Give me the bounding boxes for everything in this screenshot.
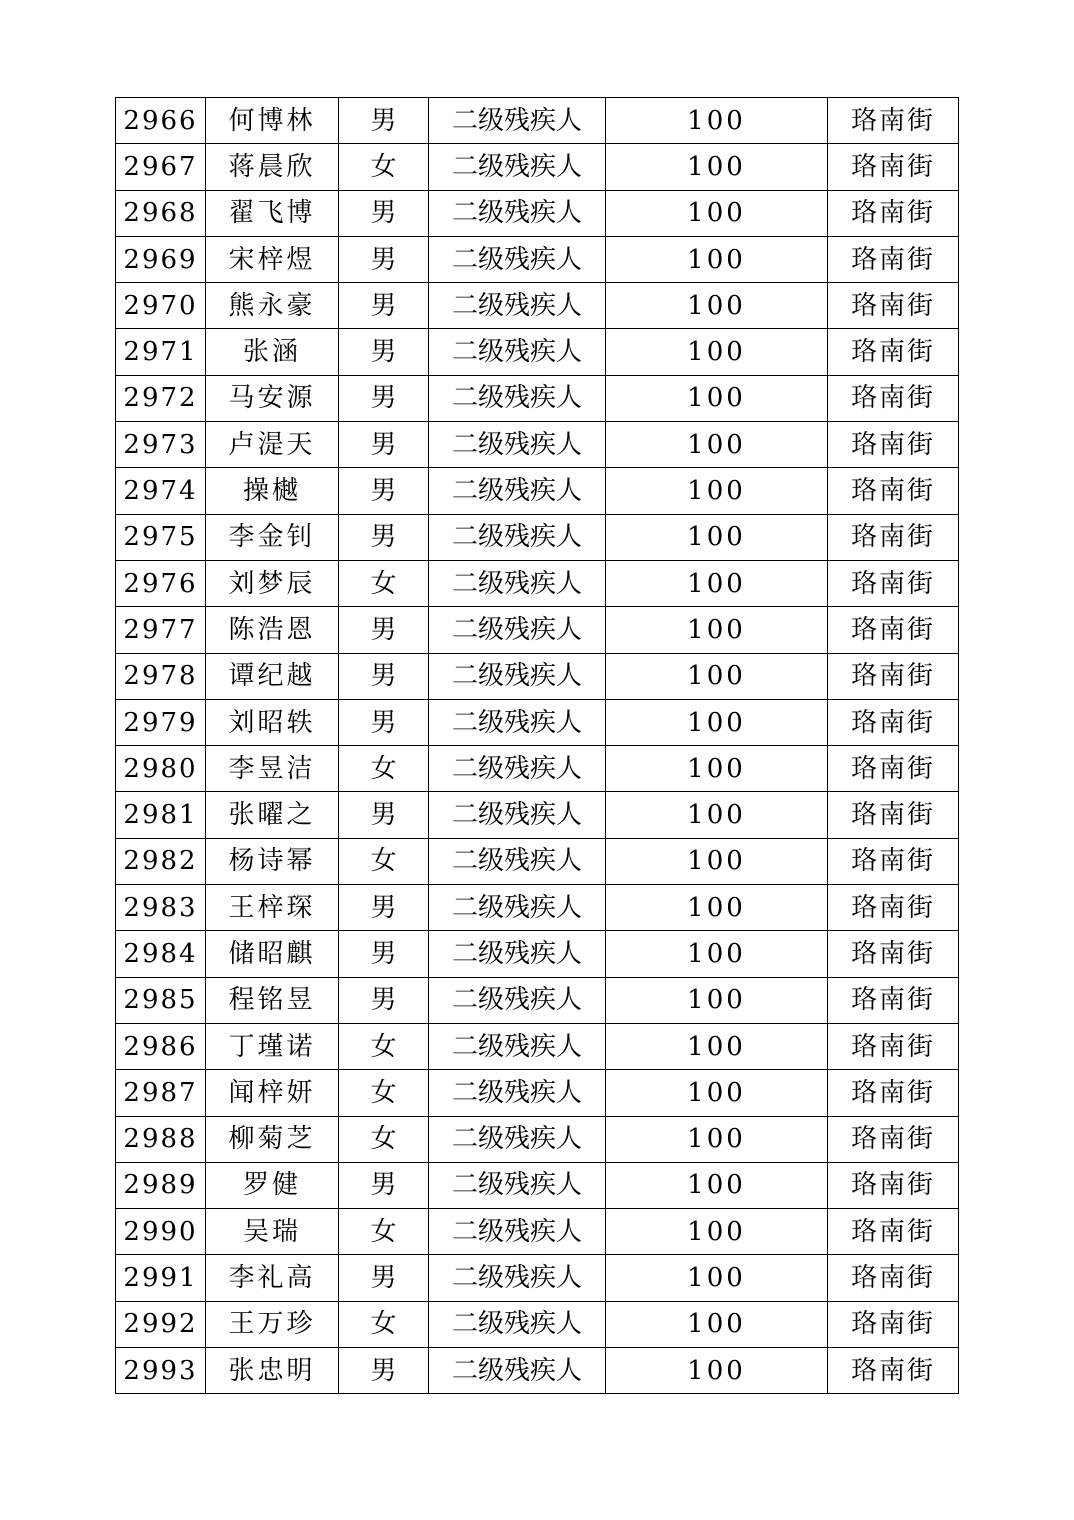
cell-name: 王万珍 — [206, 1301, 339, 1347]
cell-street: 珞南街 — [828, 514, 959, 560]
cell-name: 储昭麒 — [206, 931, 339, 977]
table-row — [116, 699, 959, 745]
cell-name: 张忠明 — [206, 1348, 339, 1394]
cell-category: 二级残疾人 — [429, 1348, 606, 1394]
cell-name: 刘昭轶 — [206, 699, 339, 745]
table-row — [116, 977, 959, 1023]
cell-street: 珞南街 — [828, 607, 959, 653]
cell-amount: 100 — [606, 236, 828, 282]
cell-category: 二级残疾人 — [429, 560, 606, 606]
cell-street: 珞南街 — [828, 1348, 959, 1394]
table-row — [116, 236, 959, 282]
cell-gender: 女 — [339, 1209, 429, 1255]
cell-category: 二级残疾人 — [429, 468, 606, 514]
cell-name: 吴瑞 — [206, 1209, 339, 1255]
cell-amount: 100 — [606, 653, 828, 699]
cell-number: 2969 — [116, 236, 206, 282]
cell-gender: 女 — [339, 746, 429, 792]
cell-number: 2966 — [116, 98, 206, 144]
cell-street: 珞南街 — [828, 1116, 959, 1162]
cell-number: 2983 — [116, 885, 206, 931]
cell-street: 珞南街 — [828, 236, 959, 282]
cell-number: 2978 — [116, 653, 206, 699]
cell-amount: 100 — [606, 375, 828, 421]
cell-amount: 100 — [606, 1023, 828, 1069]
table-row — [116, 885, 959, 931]
cell-street: 珞南街 — [828, 699, 959, 745]
cell-amount: 100 — [606, 1301, 828, 1347]
cell-name: 张曜之 — [206, 792, 339, 838]
cell-number: 2967 — [116, 144, 206, 190]
cell-category: 二级残疾人 — [429, 329, 606, 375]
cell-category: 二级残疾人 — [429, 653, 606, 699]
cell-category: 二级残疾人 — [429, 98, 606, 144]
table-row — [116, 653, 959, 699]
table-row — [116, 98, 959, 144]
cell-number: 2988 — [116, 1116, 206, 1162]
table-row — [116, 746, 959, 792]
cell-name: 李礼高 — [206, 1255, 339, 1301]
cell-amount: 100 — [606, 468, 828, 514]
cell-name: 陈浩恩 — [206, 607, 339, 653]
table-row — [116, 560, 959, 606]
cell-street: 珞南街 — [828, 1209, 959, 1255]
cell-gender: 男 — [339, 98, 429, 144]
cell-street: 珞南街 — [828, 1301, 959, 1347]
cell-gender: 男 — [339, 977, 429, 1023]
cell-name: 宋梓煜 — [206, 236, 339, 282]
cell-name: 闻梓妍 — [206, 1070, 339, 1116]
cell-amount: 100 — [606, 931, 828, 977]
cell-gender: 男 — [339, 236, 429, 282]
cell-category: 二级残疾人 — [429, 931, 606, 977]
cell-name: 罗健 — [206, 1162, 339, 1208]
cell-category: 二级残疾人 — [429, 283, 606, 329]
cell-street: 珞南街 — [828, 329, 959, 375]
cell-name: 李金钊 — [206, 514, 339, 560]
table-row — [116, 190, 959, 236]
cell-number: 2984 — [116, 931, 206, 977]
cell-category: 二级残疾人 — [429, 375, 606, 421]
cell-number: 2989 — [116, 1162, 206, 1208]
cell-amount: 100 — [606, 746, 828, 792]
cell-street: 珞南街 — [828, 1070, 959, 1116]
cell-amount: 100 — [606, 977, 828, 1023]
cell-gender: 女 — [339, 838, 429, 884]
cell-name: 何博林 — [206, 98, 339, 144]
table-row — [116, 422, 959, 468]
cell-amount: 100 — [606, 329, 828, 375]
cell-name: 程铭昱 — [206, 977, 339, 1023]
cell-amount: 100 — [606, 560, 828, 606]
cell-category: 二级残疾人 — [429, 699, 606, 745]
cell-street: 珞南街 — [828, 98, 959, 144]
cell-amount: 100 — [606, 98, 828, 144]
cell-name: 丁瑾诺 — [206, 1023, 339, 1069]
cell-gender: 男 — [339, 699, 429, 745]
cell-category: 二级残疾人 — [429, 607, 606, 653]
cell-number: 2987 — [116, 1070, 206, 1116]
cell-gender: 女 — [339, 1023, 429, 1069]
cell-gender: 男 — [339, 329, 429, 375]
cell-amount: 100 — [606, 607, 828, 653]
cell-name: 柳菊芝 — [206, 1116, 339, 1162]
cell-category: 二级残疾人 — [429, 1301, 606, 1347]
cell-gender: 男 — [339, 190, 429, 236]
cell-number: 2986 — [116, 1023, 206, 1069]
cell-amount: 100 — [606, 792, 828, 838]
cell-street: 珞南街 — [828, 746, 959, 792]
cell-category: 二级残疾人 — [429, 190, 606, 236]
cell-gender: 男 — [339, 514, 429, 560]
cell-amount: 100 — [606, 1116, 828, 1162]
cell-gender: 女 — [339, 1301, 429, 1347]
cell-number: 2985 — [116, 977, 206, 1023]
cell-amount: 100 — [606, 283, 828, 329]
cell-number: 2991 — [116, 1255, 206, 1301]
cell-amount: 100 — [606, 144, 828, 190]
cell-gender: 男 — [339, 792, 429, 838]
cell-name: 刘梦辰 — [206, 560, 339, 606]
roster-table — [115, 97, 959, 1394]
cell-gender: 男 — [339, 468, 429, 514]
cell-gender: 男 — [339, 931, 429, 977]
cell-name: 翟飞博 — [206, 190, 339, 236]
cell-category: 二级残疾人 — [429, 977, 606, 1023]
cell-street: 珞南街 — [828, 560, 959, 606]
cell-gender: 男 — [339, 653, 429, 699]
table-row — [116, 514, 959, 560]
cell-category: 二级残疾人 — [429, 792, 606, 838]
cell-category: 二级残疾人 — [429, 1070, 606, 1116]
cell-category: 二级残疾人 — [429, 144, 606, 190]
table-row — [116, 375, 959, 421]
table-row — [116, 792, 959, 838]
cell-category: 二级残疾人 — [429, 422, 606, 468]
table-row — [116, 1116, 959, 1162]
cell-gender: 男 — [339, 283, 429, 329]
cell-number: 2982 — [116, 838, 206, 884]
cell-number: 2968 — [116, 190, 206, 236]
cell-number: 2992 — [116, 1301, 206, 1347]
cell-amount: 100 — [606, 1255, 828, 1301]
table-row — [116, 1301, 959, 1347]
cell-gender: 男 — [339, 607, 429, 653]
cell-number: 2974 — [116, 468, 206, 514]
cell-name: 操樾 — [206, 468, 339, 514]
cell-category: 二级残疾人 — [429, 1023, 606, 1069]
cell-street: 珞南街 — [828, 885, 959, 931]
cell-name: 马安源 — [206, 375, 339, 421]
cell-number: 2979 — [116, 699, 206, 745]
cell-street: 珞南街 — [828, 931, 959, 977]
cell-gender: 男 — [339, 422, 429, 468]
cell-number: 2975 — [116, 514, 206, 560]
cell-category: 二级残疾人 — [429, 885, 606, 931]
cell-number: 2972 — [116, 375, 206, 421]
cell-name: 王梓琛 — [206, 885, 339, 931]
cell-number: 2976 — [116, 560, 206, 606]
cell-amount: 100 — [606, 422, 828, 468]
table-row — [116, 144, 959, 190]
cell-name: 李昱洁 — [206, 746, 339, 792]
cell-gender: 男 — [339, 1255, 429, 1301]
cell-gender: 女 — [339, 1116, 429, 1162]
cell-amount: 100 — [606, 1070, 828, 1116]
roster-table-body — [116, 98, 959, 1394]
cell-category: 二级残疾人 — [429, 838, 606, 884]
cell-number: 2993 — [116, 1348, 206, 1394]
cell-category: 二级残疾人 — [429, 1209, 606, 1255]
cell-gender: 男 — [339, 375, 429, 421]
cell-category: 二级残疾人 — [429, 514, 606, 560]
cell-gender: 男 — [339, 1162, 429, 1208]
cell-number: 2971 — [116, 329, 206, 375]
cell-gender: 女 — [339, 144, 429, 190]
cell-amount: 100 — [606, 1162, 828, 1208]
table-row — [116, 931, 959, 977]
cell-street: 珞南街 — [828, 653, 959, 699]
cell-name: 蒋晨欣 — [206, 144, 339, 190]
cell-amount: 100 — [606, 1348, 828, 1394]
cell-gender: 男 — [339, 1348, 429, 1394]
table-row — [116, 329, 959, 375]
cell-gender: 女 — [339, 1070, 429, 1116]
cell-street: 珞南街 — [828, 144, 959, 190]
cell-number: 2980 — [116, 746, 206, 792]
cell-name: 卢湜天 — [206, 422, 339, 468]
cell-amount: 100 — [606, 514, 828, 560]
cell-number: 2970 — [116, 283, 206, 329]
table-row — [116, 1023, 959, 1069]
cell-number: 2977 — [116, 607, 206, 653]
cell-category: 二级残疾人 — [429, 1162, 606, 1208]
table-row — [116, 1348, 959, 1394]
table-row — [116, 1070, 959, 1116]
cell-street: 珞南街 — [828, 1162, 959, 1208]
cell-amount: 100 — [606, 190, 828, 236]
cell-street: 珞南街 — [828, 190, 959, 236]
cell-street: 珞南街 — [828, 838, 959, 884]
cell-amount: 100 — [606, 885, 828, 931]
cell-amount: 100 — [606, 838, 828, 884]
table-row — [116, 838, 959, 884]
table-row — [116, 468, 959, 514]
cell-street: 珞南街 — [828, 1023, 959, 1069]
table-row — [116, 607, 959, 653]
cell-street: 珞南街 — [828, 375, 959, 421]
cell-gender: 女 — [339, 560, 429, 606]
cell-street: 珞南街 — [828, 792, 959, 838]
cell-name: 杨诗幂 — [206, 838, 339, 884]
cell-name: 谭纪越 — [206, 653, 339, 699]
cell-category: 二级残疾人 — [429, 746, 606, 792]
cell-name: 张涵 — [206, 329, 339, 375]
cell-street: 珞南街 — [828, 422, 959, 468]
cell-street: 珞南街 — [828, 1255, 959, 1301]
cell-amount: 100 — [606, 1209, 828, 1255]
cell-street: 珞南街 — [828, 283, 959, 329]
cell-number: 2973 — [116, 422, 206, 468]
cell-amount: 100 — [606, 699, 828, 745]
cell-number: 2981 — [116, 792, 206, 838]
cell-category: 二级残疾人 — [429, 1255, 606, 1301]
cell-street: 珞南街 — [828, 977, 959, 1023]
cell-gender: 男 — [339, 885, 429, 931]
table-row — [116, 283, 959, 329]
cell-name: 熊永豪 — [206, 283, 339, 329]
cell-number: 2990 — [116, 1209, 206, 1255]
cell-street: 珞南街 — [828, 468, 959, 514]
table-row — [116, 1209, 959, 1255]
cell-category: 二级残疾人 — [429, 1116, 606, 1162]
table-row — [116, 1255, 959, 1301]
table-row — [116, 1162, 959, 1208]
cell-category: 二级残疾人 — [429, 236, 606, 282]
